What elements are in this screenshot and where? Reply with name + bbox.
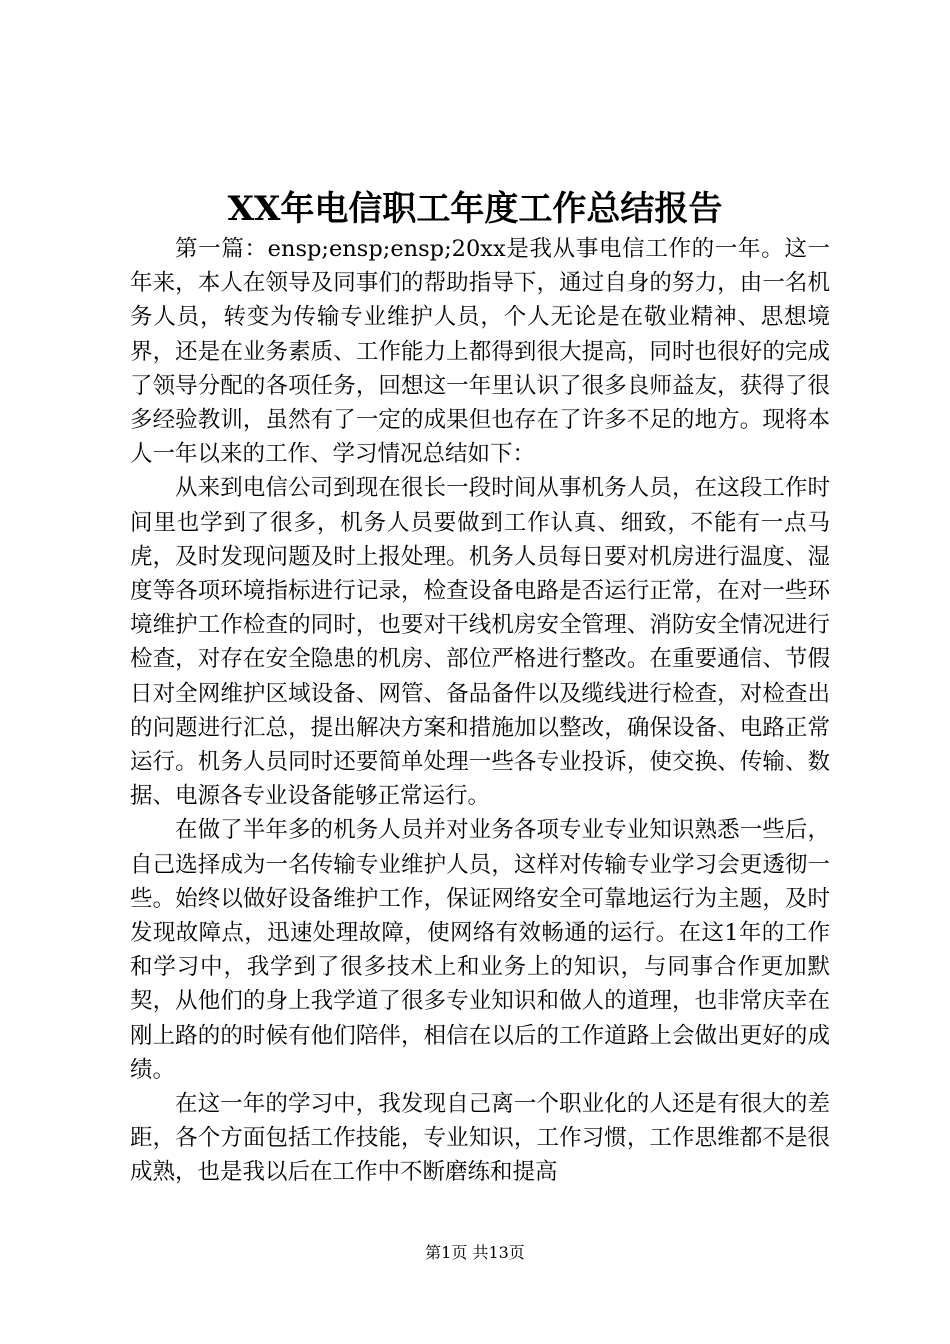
paragraph-1: 第一篇：ensp;ensp;ensp;20xx是我从事电信工作的一年。这一年来，本人在领导及同事们的帮助指导下，通过自身的努力，由一名机务人员，转变为传输专业维护人员，个人无论是在敬业精神、思想境界，还是在业务素质、工作能力上都得到很大提高，同时也很好的完成了领导分配的各项任务，回想这一年里认识了很多良师益友，获得了很多经验教训，虽然有了一定的成果但也存在了许多不足的地方。现将本人一年以来的工作、学习情况总结如下： [130, 236, 830, 468]
page-number-footer: 第1页 共13页 [425, 1243, 525, 1262]
document-body [130, 232, 830, 1190]
paragraph-2: 从来到电信公司到现在很长一段时间从事机务人员，在这段工作时间里也学到了很多，机务人员要做到工作认真、细致，不能有一点马虎，及时发现问题及时上报处理。机务人员每日要对机房进行温度、湿度等各项环境指标进行记录，检查设备电路是否运行正常，在对一些环境维护工作检查的同时，也要对干线机房安全管理、消防安全情况进行检查，对存在安全隐患的机房、部位严格进行整改。在重要通信、节假日对全网维护区域设备、网管、备品备件以及缆线进行检查，对检查出的问题进行汇总，提出解决方案和措施加以整改，确保设备、电路正常运行。机务人员同时还要简单处理一些各专业投诉，使交换、传输、数据、电源各专业设备能够正常运行。 [130, 475, 830, 810]
paragraph-3: 在做了半年多的机务人员并对业务各项专业专业知识熟悉一些后，自己选择成为一名传输专业维护人员，这样对传输专业学习会更透彻一些。始终以做好设备维护工作，保证网络安全可靠地运行为主题，及时发现故障点，迅速处理故障，使网络有效畅通的运行。在这1年的工作和学习中，我学到了很多技术上和业务上的知识，与同事合作更加默契，从他们的身上我学道了很多专业知识和做人的道理，也非常庆幸在刚上路的的时候有他们陪伴，相信在以后的工作道路上会做出更好的成绩。 [130, 817, 830, 1083]
paragraph-4: 在这一年的学习中，我发现自己离一个职业化的人还是有很大的差距，各个方面包括工作技能，专业知识，工作习惯，工作思维都不是很成熟，也是我以后在工作中不断磨练和提高 [130, 1091, 830, 1186]
document-title: XX年电信职工年度工作总结报告 [227, 189, 723, 229]
